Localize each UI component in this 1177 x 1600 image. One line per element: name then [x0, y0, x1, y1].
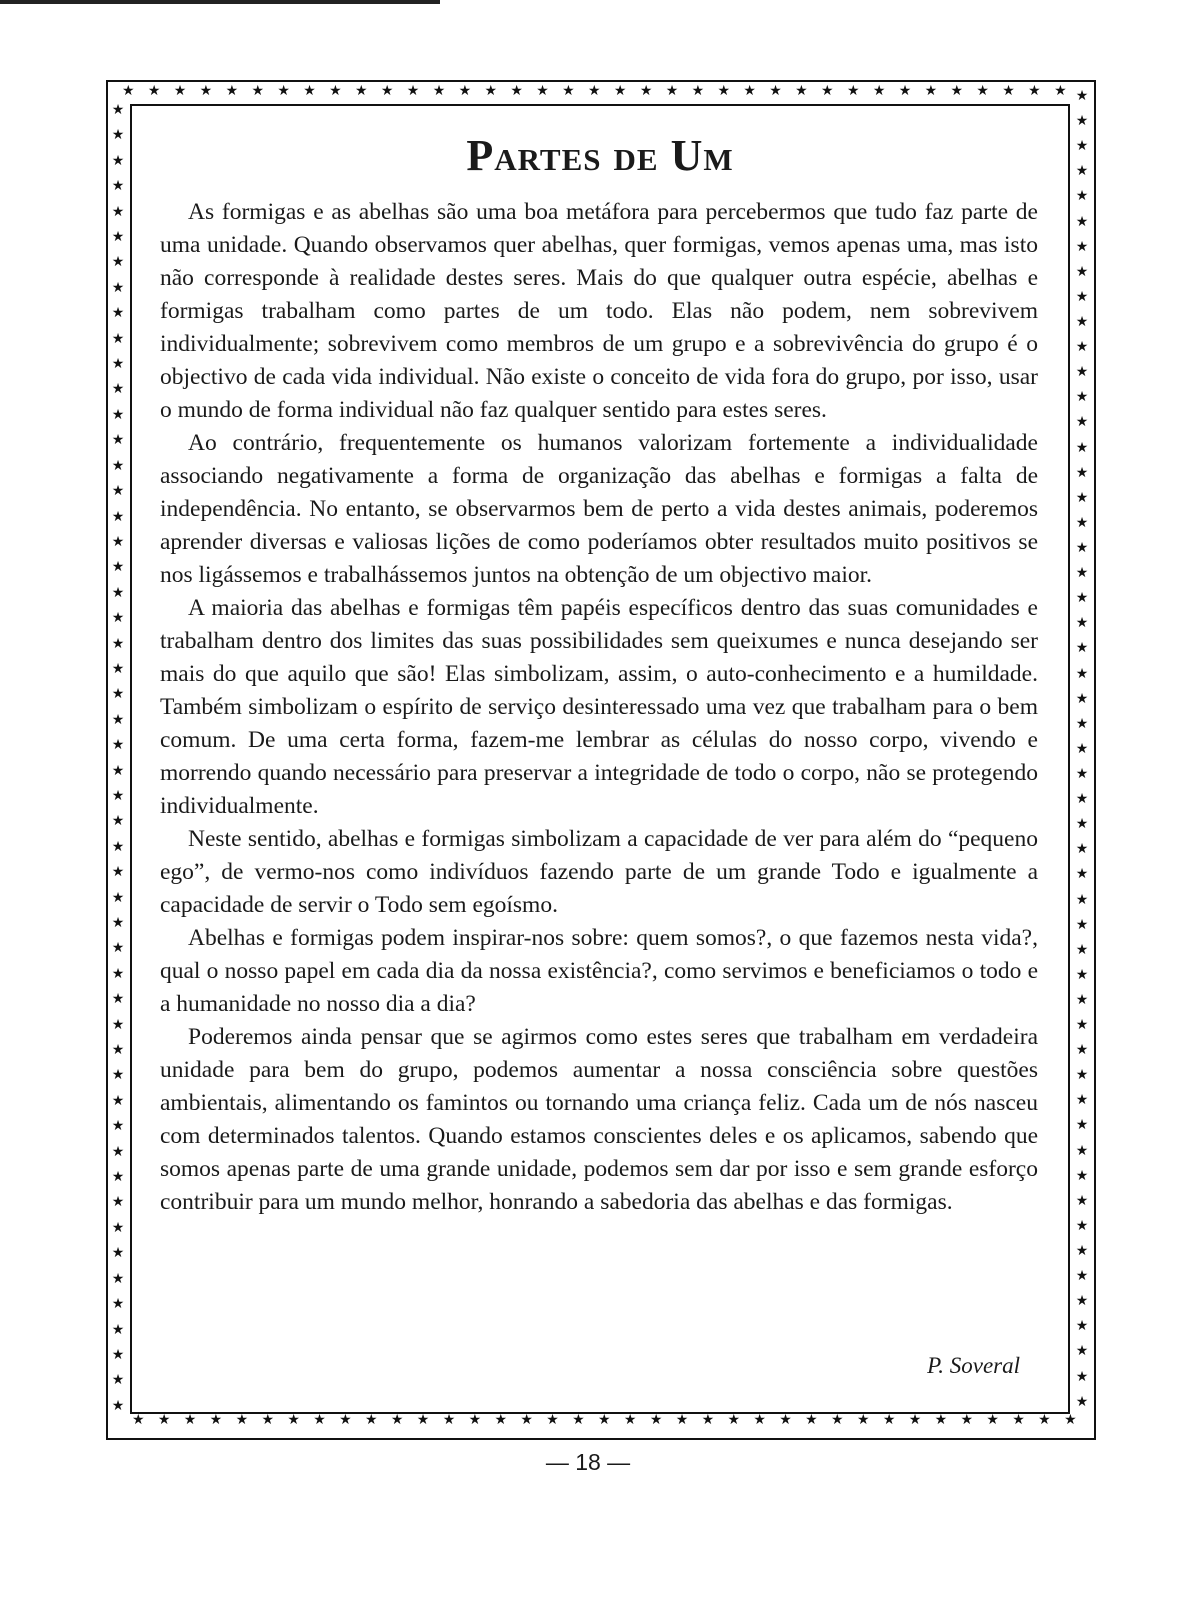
star-icon: ★: [598, 1413, 611, 1428]
star-icon: ★: [111, 814, 125, 830]
star-border-top: [122, 84, 1067, 100]
star-icon: ★: [1075, 1394, 1089, 1410]
star-icon: ★: [572, 1413, 585, 1428]
star-icon: ★: [1075, 365, 1089, 381]
star-icon: ★: [1075, 566, 1089, 582]
star-icon: ★: [111, 204, 125, 220]
star-icon: ★: [199, 84, 213, 99]
star-icon: ★: [1075, 716, 1089, 732]
star-icon: ★: [111, 1017, 125, 1033]
star-icon: ★: [675, 1413, 689, 1428]
star-icon: ★: [111, 407, 125, 423]
star-icon: ★: [1075, 340, 1089, 356]
star-icon: ★: [111, 1297, 125, 1313]
star-icon: ★: [1075, 691, 1089, 707]
star-icon: ★: [1075, 164, 1089, 180]
star-icon: ★: [111, 230, 125, 246]
star-icon: ★: [1075, 917, 1089, 933]
star-icon: ★: [458, 84, 472, 99]
star-icon: ★: [1075, 239, 1089, 255]
star-icon: ★: [111, 788, 125, 804]
star-icon: ★: [111, 331, 125, 347]
star-icon: ★: [691, 84, 705, 99]
star-icon: ★: [1075, 842, 1089, 858]
star-icon: ★: [1075, 792, 1089, 808]
star-icon: ★: [183, 1413, 197, 1428]
star-icon: ★: [898, 84, 912, 99]
star-icon: ★: [1075, 1244, 1089, 1260]
star-icon: ★: [111, 712, 125, 728]
star-icon: ★: [769, 84, 782, 99]
paragraph: A maioria das abelhas e formigas têm papéis específicos dentro das suas comunidades e trabalham dentro dos limites das suas possibilidades sem queixumes e nunca desejando ser mais do que aquilo que são! Elas simbolizam, assim, o auto-conhecimento e a humildade. Também simbolizam o espírito de serviço desinteressado uma vez que trabalham para o bem comum. De uma certa forma, fazem-me lembrar as células do nosso corpo, vivendo e morrendo quando necessário para preservar a integridade de todo o corpo, não se protegendo individualmente.: [160, 595, 1038, 819]
star-icon: ★: [111, 839, 125, 855]
star-icon: ★: [1075, 90, 1089, 104]
star-icon: ★: [111, 306, 125, 322]
star-icon: ★: [882, 1413, 896, 1428]
star-icon: ★: [1075, 967, 1089, 983]
star-icon: ★: [795, 84, 808, 99]
star-icon: ★: [1075, 867, 1089, 883]
star-icon: ★: [111, 687, 125, 703]
star-icon: ★: [1075, 1193, 1089, 1209]
star-icon: ★: [623, 1413, 637, 1428]
star-icon: ★: [111, 534, 125, 550]
star-icon: ★: [1075, 1043, 1089, 1059]
star-icon: ★: [251, 84, 265, 99]
star-icon: ★: [546, 1413, 559, 1428]
star-icon: ★: [1075, 139, 1089, 155]
star-icon: ★: [339, 1413, 352, 1428]
star-icon: ★: [950, 84, 964, 99]
star-icon: ★: [111, 636, 125, 652]
star-icon: ★: [1075, 1294, 1089, 1310]
star-icon: ★: [1075, 1344, 1089, 1360]
star-icon: ★: [639, 84, 653, 99]
star-icon: ★: [1075, 1319, 1089, 1335]
star-icon: ★: [1075, 540, 1089, 556]
star-icon: ★: [111, 1220, 125, 1236]
star-icon: ★: [432, 84, 446, 99]
star-icon: ★: [831, 1413, 844, 1428]
star-icon: ★: [1012, 1413, 1025, 1428]
star-icon: ★: [1075, 1143, 1089, 1159]
star-border-bottom: [132, 1413, 1077, 1429]
star-icon: ★: [908, 1413, 922, 1428]
star-icon: ★: [111, 1322, 125, 1338]
star-icon: ★: [1075, 1118, 1089, 1134]
star-icon: ★: [1075, 264, 1089, 280]
paragraph: Ao contrário, frequentemente os humanos valorizam fortemente a individualidade associando negativamente a forma de organização das abelhas e formigas a falta de independência. No entanto, se observarmos bem de perto a vida destes animais, poderemos aprender diversas e valiosas lições de como poderíamos obter resultados muito positivos se nos ligássemos e trabalhássemos juntos na obtenção de um objectivo maior.: [160, 430, 1038, 588]
star-icon: ★: [779, 1413, 792, 1428]
star-icon: ★: [562, 84, 575, 99]
star-icon: ★: [111, 890, 125, 906]
star-icon: ★: [111, 1347, 125, 1363]
star-icon: ★: [406, 84, 420, 99]
star-icon: ★: [277, 84, 290, 99]
star-icon: ★: [1075, 515, 1089, 531]
paragraph: As formigas e as abelhas são uma boa metáfora para percebermos que tudo faz parte de uma unidade. Quando observamos quer abelhas, quer formigas, vemos apenas uma, mas isto não corresponde à realidade destes seres. Mais do que qualquer outra espécie, abelhas e formigas trabalham como partes de um todo. Elas não podem, nem sobrevivem individualmente; sobrevivem como membros de um grupo e a sobrevivência do grupo é o objectivo de cada vida individual. Não existe o conceito de vida fora do grupo, por isso, usar o mundo de forma individual não faz qualquer sentido para estes seres.: [160, 199, 1038, 423]
star-icon: ★: [1075, 214, 1089, 230]
star-icon: ★: [1075, 1168, 1089, 1184]
star-icon: ★: [1028, 84, 1041, 99]
star-icon: ★: [380, 84, 394, 99]
article-body: [160, 196, 1038, 1219]
page-title: Partes de Um: [466, 131, 734, 180]
star-icon: ★: [588, 84, 601, 99]
star-icon: ★: [1075, 766, 1089, 782]
star-icon: ★: [111, 179, 125, 195]
star-icon: ★: [1075, 641, 1089, 657]
star-icon: ★: [1075, 1068, 1089, 1084]
star-icon: ★: [261, 1413, 275, 1428]
star-icon: ★: [665, 84, 679, 99]
star-icon: ★: [1075, 415, 1089, 431]
star-icon: ★: [111, 1373, 125, 1389]
star-icon: ★: [111, 1093, 125, 1109]
star-icon: ★: [355, 84, 368, 99]
star-icon: ★: [416, 1413, 430, 1428]
star-icon: ★: [743, 84, 756, 99]
star-icon: ★: [111, 763, 125, 779]
star-icon: ★: [111, 382, 125, 398]
star-icon: ★: [157, 1413, 171, 1428]
star-icon: ★: [1075, 992, 1089, 1008]
star-icon: ★: [111, 104, 125, 118]
star-icon: ★: [111, 255, 125, 271]
star-icon: ★: [111, 1271, 125, 1287]
star-icon: ★: [111, 433, 125, 449]
star-icon: ★: [805, 1413, 818, 1428]
star-icon: ★: [147, 84, 161, 99]
star-icon: ★: [111, 916, 125, 931]
star-icon: ★: [225, 84, 239, 99]
star-icon: ★: [111, 1246, 125, 1262]
paragraph: Abelhas e formigas podem inspirar-nos sobre: quem somos?, o que fazemos nesta vida?, qual o nosso papel em cada dia da nossa existência?, como servimos e beneficiamos o todo e a humanidade no nosso dia a dia?: [160, 925, 1038, 1017]
star-icon: ★: [1064, 1413, 1077, 1428]
star-icon: ★: [111, 738, 125, 754]
star-icon: ★: [1075, 114, 1089, 130]
star-icon: ★: [173, 84, 187, 99]
star-icon: ★: [1002, 84, 1015, 99]
star-icon: ★: [111, 966, 125, 982]
star-icon: ★: [717, 84, 731, 99]
star-icon: ★: [111, 357, 125, 373]
star-icon: ★: [1075, 1018, 1089, 1034]
star-icon: ★: [872, 84, 886, 99]
star-icon: ★: [1075, 390, 1089, 406]
star-icon: ★: [1075, 440, 1089, 456]
star-icon: ★: [1075, 1093, 1089, 1109]
star-icon: ★: [111, 661, 125, 677]
star-icon: ★: [1075, 591, 1089, 607]
star-icon: ★: [649, 1413, 663, 1428]
star-icon: ★: [235, 1413, 249, 1428]
star-icon: ★: [960, 1413, 974, 1428]
star-icon: ★: [111, 484, 125, 500]
star-icon: ★: [727, 1413, 741, 1428]
star-icon: ★: [856, 1413, 870, 1428]
star-icon: ★: [111, 153, 125, 169]
star-icon: ★: [111, 1119, 125, 1135]
star-icon: ★: [1075, 616, 1089, 632]
star-icon: ★: [924, 84, 938, 99]
page-number: — 18 —: [545, 1449, 631, 1475]
star-icon: ★: [111, 1068, 125, 1084]
star-icon: ★: [329, 84, 342, 99]
star-icon: ★: [111, 1195, 125, 1211]
star-icon: ★: [111, 1043, 125, 1059]
star-icon: ★: [520, 1413, 533, 1428]
star-icon: ★: [303, 84, 316, 99]
star-icon: ★: [122, 84, 135, 99]
star-border-right: [1072, 90, 1092, 1410]
star-icon: ★: [111, 611, 125, 627]
star-icon: ★: [365, 1413, 378, 1428]
star-icon: ★: [1075, 314, 1089, 330]
star-icon: ★: [442, 1413, 456, 1428]
star-icon: ★: [111, 941, 125, 957]
star-icon: ★: [1075, 490, 1089, 506]
star-icon: ★: [209, 1413, 223, 1428]
star-icon: ★: [1075, 189, 1089, 205]
star-icon: ★: [986, 1413, 999, 1428]
star-icon: ★: [753, 1413, 766, 1428]
star-icon: ★: [111, 992, 125, 1008]
star-icon: ★: [111, 1170, 125, 1186]
star-icon: ★: [536, 84, 549, 99]
star-icon: ★: [510, 84, 523, 99]
star-icon: ★: [821, 84, 834, 99]
star-icon: ★: [613, 84, 627, 99]
star-icon: ★: [1075, 666, 1089, 682]
star-icon: ★: [111, 1398, 125, 1414]
star-icon: ★: [390, 1413, 404, 1428]
star-icon: ★: [1075, 1218, 1089, 1234]
paragraph: Neste sentido, abelhas e formigas simbolizam a capacidade de ver para além do “pequeno ego”, de vermo-nos como indivíduos fazendo parte de um grande Todo e igualmente a capacidade de servir o Todo sem egoísmo.: [160, 826, 1038, 918]
star-icon: ★: [934, 1413, 948, 1428]
star-icon: ★: [1075, 942, 1089, 958]
star-icon: ★: [1054, 84, 1067, 99]
star-icon: ★: [494, 1413, 508, 1428]
star-icon: ★: [313, 1413, 326, 1428]
star-icon: ★: [701, 1413, 715, 1428]
star-border-left: [108, 104, 128, 1414]
star-icon: ★: [132, 1413, 145, 1428]
star-icon: ★: [1075, 1269, 1089, 1285]
star-icon: ★: [111, 560, 125, 576]
star-icon: ★: [484, 84, 498, 99]
star-icon: ★: [287, 1413, 300, 1428]
star-icon: ★: [1075, 1369, 1089, 1385]
star-icon: ★: [1075, 465, 1089, 481]
star-icon: ★: [111, 865, 125, 881]
star-icon: ★: [1075, 817, 1089, 833]
star-icon: ★: [111, 280, 125, 296]
star-icon: ★: [111, 458, 125, 474]
star-icon: ★: [1075, 892, 1089, 908]
star-icon: ★: [111, 128, 125, 144]
star-icon: ★: [111, 1144, 125, 1160]
star-icon: ★: [111, 585, 125, 601]
star-icon: ★: [1075, 289, 1089, 305]
star-icon: ★: [846, 84, 860, 99]
author-signature: P. Soveral: [927, 1353, 1020, 1378]
star-icon: ★: [111, 509, 125, 525]
star-icon: ★: [1038, 1413, 1051, 1428]
star-icon: ★: [976, 84, 989, 99]
paragraph: Poderemos ainda pensar que se agirmos como estes seres que trabalham em verdadeira unidade para bem do grupo, podemos aumentar a nossa consciência sobre questões ambientais, alimentando os famintos ou tornando uma criança feliz. Cada um de nós nasceu com determinados talentos. Quando estamos conscientes deles e os aplicamos, sabendo que somos apenas parte de uma grande unidade, podemos sem dar por isso e sem grande esforço contribuir para um mundo melhor, honrando a sabedoria das abelhas e das formigas.: [160, 1024, 1038, 1215]
star-icon: ★: [1075, 741, 1089, 757]
scan-edge-mark: [0, 0, 440, 4]
star-icon: ★: [468, 1413, 482, 1428]
